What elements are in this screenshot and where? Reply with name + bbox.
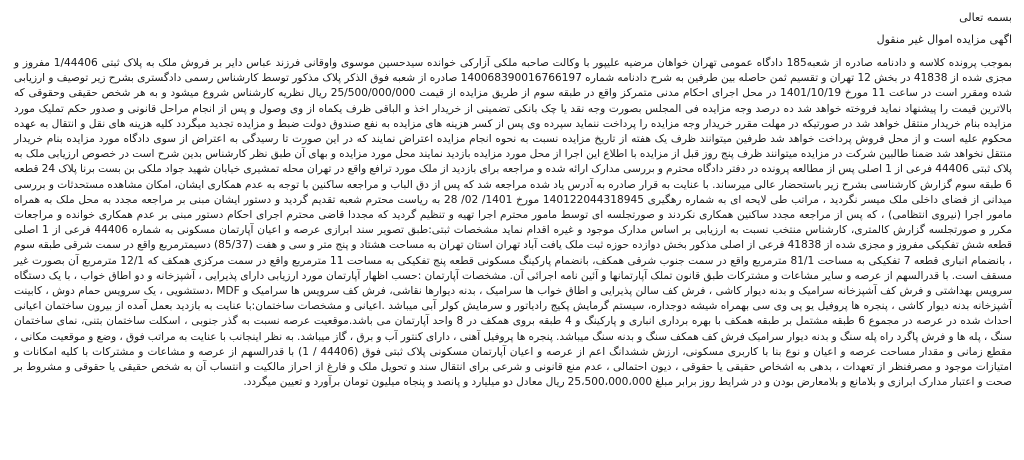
notice-body: بموجب پرونده کلاسه و دادنامه صادره از شعبه185 دادگاه عمومی تهران خواهان مرضیه علیپور با وکالت صاحبه ملکی آزارکی خوانده سیدحسین موسوی واوقانی فرزند عباس دایر بر فروش ملک به پلاک ثبتی 1/44406 مفروز و مجزی شده از 41838 در بخش 12 تهران و تقسیم ثمن حاصله بین طرفین به شرح دادنامه شماره 140068390016766197 صادره از شعبه فوق الذکر پلاک مذکور توسط کارشناس رسمی دادگستری بشرح زیر توصیف و ارزیابی شده ومقرر است در ساعت 11 مورخ 1401/10/19 در محل اجرای احکام مدنی متمرکز واقع در طبقه سوم از طریق مزایده از قیمت 25/500/000/000 ریال نظریه کارشناس شروع میشود و به هر شخص حقیقی وحقوقی که بالاترین قیمت را پیشنهاد نماید فروخته خواهد شد ده درصد وجه مزایده فی المجلس بصورت وجه نقد یا چک بانکی تضمینی از خریدار اخذ و الباقی ظرف یکماه از وی وصول و پس از انجام مراحل قانونی و صدور حکم تملیک مورد مزایده بنام خریدار منتقل خواهد شد در صورتیکه در مهلت مقرر خریدار وجه مزایده را پرداخت ننماید سپرده وی پس از کسر هزینه های مزایده به نفع صندوق دولت ضبط و مزایده تجدید میگردد کلیه هزینه های نقل و انتقال به عهده محکوم علیه است و از محل فروش پرداخت خواهد شد طرفین میتوانند ظرف یک هفته از تاریخ مزایده نسبت به نحوه انجام مزایده اعتراض نمایند که در این صورت تا رسیدگی به اعتراض از سوی دادگاه مورد مزایده بنام خریدار منتقل نخواهد شد ضمنا طالبین شرکت در مزایده میتوانند ظرف پنج روز قبل از مزایده با اطلاع این اجرا از محل مورد مزایده بازدید نمایند محل مورد مزایده و بهای آن طبق نظر کارشناس بدین شرح است در خصوص ارزیابی ملک به پلاک ثبتی 44406 فرعی از 1 اصلی پس از مطالعه پرونده در دفتر دادگاه محترم و بررسی مدارک ارائه شده و مراجعه برای بازدید از ملک مورد ترافع واقع در تهران محله تمشیری خیابان شهید جواد ملکی بن بست برنا پلاک 24 قطعه 6 طبقه سوم گزارش کارشناسی بشرح زیر باستحضار عالی میرساند. با عنایت به قرار صادره به آدرس یاد شده مراجعه شد که پس از دق الباب و مراجعه ساکنین با توجه به عدم همکاری ایشان، امکان مشاهده مستحدثات و بررسی میدانی از فضای داخلی ملک میسر نگردید ، مراتب طی لایحه ای به شماره رهگیری 140122044318945 مورخ 1401/ 02/ 28 به ریاست محترم شعبه تقدیم گردید و دستور ایشان مبنی بر مراجعه مجدد به محل ملک به همراه مامور اجرا (نیروی انتظامی) ، که پس از مراجعه مجدد ساکنین همکاری نکردند و صورتجلسه ای توسط مامور محترم اجرا تهیه و تنظیم گردید که مجددا قاضی محترم اجرای احکام دستور مبنی بر عدم همکاری خوانده و مراجعات مکرر و صورتجلسه گزارش کالمتری، کارشناس منتخب نسبت به ارزیابی بر اساس مدارک موجود و غیره اقدام نماید مشخصات ثبتی:طبق تصویر سند ابرازی عرصه و اعیان آپارتمان مسکونی به شماره 44406 فرعی از 1 اصلی قطعه شش تفکیکی مفروز و مجزی شده از 41838 فرعی از اصلی مذکور بخش دوازده حوزه ثبت ملک یافت آباد تهران استان تهران به مساحت هشتاد و پنج متر و سی و هفت (85/37) دسیمترمربع واقع در سمت شرقی طبقه سوم ، بانضمام انباری قطعه 7 تفکیکی به مساحت 81/1 مترمربع واقع در سمت جنوب شرقی همکف، بانضمام پارکینگ مسکونی قطعه پنج تفکیکی به مساحت 11 مترمربع واقع در سمت مرکزی همکف که 12/1 مترمربع آن بصورت غیر مسقف است. با قدرالسهم از عرصه و سایر مشاعات و مشترکات طبق قانون تملک آپارتمانها و آئین نامه اجرائی آن. مشخصات آپارتمان :حسب اظهار آپارتمان مورد ارزیابی دارای پذیرایی ، آشپزخانه و دو اطاق خواب ، با یک دستگاه سرویس بهداشتی و فرش کف آشپزخانه سرامیک و بدنه دیوار کاشی ، فرش کف سالن پذیرایی و اطاق خواب ها سرامیک ، بدنه دیوارها نقاشی، فرش کف سرویس ها سرامیک و MDF ،دستشویی ، یک سرویس حمام دوش ، کابینت آشپزخانه بدنه دیوار کاشی ، پنجره ها پروفیل یو پی وی سی بهمراه شیشه دوجداره، سیستم گرمایش پکیج رادیاتور و سرمایش کولر آبی میباشد .اعیانی و مشخصات ساختمان:با عنایت به بازدید بعمل آمده از بیرون ساختمان اعیانی احداث شده در عرصه در مجموع 6 طبقه مشتمل بر طبقه همکف با بهره برداری انباری و پارکینگ و 4 طبقه بروی همکف در 8 واحد آپارتمان می باشد.موقعیت عرصه نسبت به گذر جنوبی ، اسکلت ساختمان بتنی، نمای ساختمان سنگ ، پله ها و فرش پاگرد راه پله سنگ و بدنه دیوار سرامیک فرش کف همکف سنگ و بدنه سنگ میباشد. پنجره ها پروفیل آهنی ، دارای کنتور آب و برق ، گاز میباشد. به نظر اینجانب با عنایت به مراتب فوق ، وضع و موقعیت مکانی ، مقطع زمانی و مقدار مساحت عرصه و اعیان و نوع بنا با کاربری مسکونی، ارزش ششدانگ اعم از عرصه و اعیان آپارتمان مسکونی پلاک ثبتی فوق (44406 / 1) با قدرالسهم از عرصه و مشاعات و مشترکات با کلیه امکانات و امتیازات موجود و مصرفنظر از تعهدات ، بدهی به اشخاص حقیقی یا حقوقی ، دیون احتمالی ، عدم منع قانونی و شرعی برای انتقال سند و تحویل ملک و فارغ از احراز مالکیت و انتساب آن به شخص حقیقی یا حقوقی و مشروط بر صحت و اعتبار مدارک ابرازی و بلامانع و بلامعارض بودن و در شرایط روز برابر مبلغ 25،500،000،000 ریال معادل دو میلیارد و پانصد و پنجاه میلیون تومان برآورد و تعیین میگردد. xyxy=(14,57,1013,389)
notice-title: اگهی مزایده اموال غیر منقول xyxy=(876,33,1012,46)
invocation-heading: بسمه تعالی xyxy=(959,11,1012,24)
